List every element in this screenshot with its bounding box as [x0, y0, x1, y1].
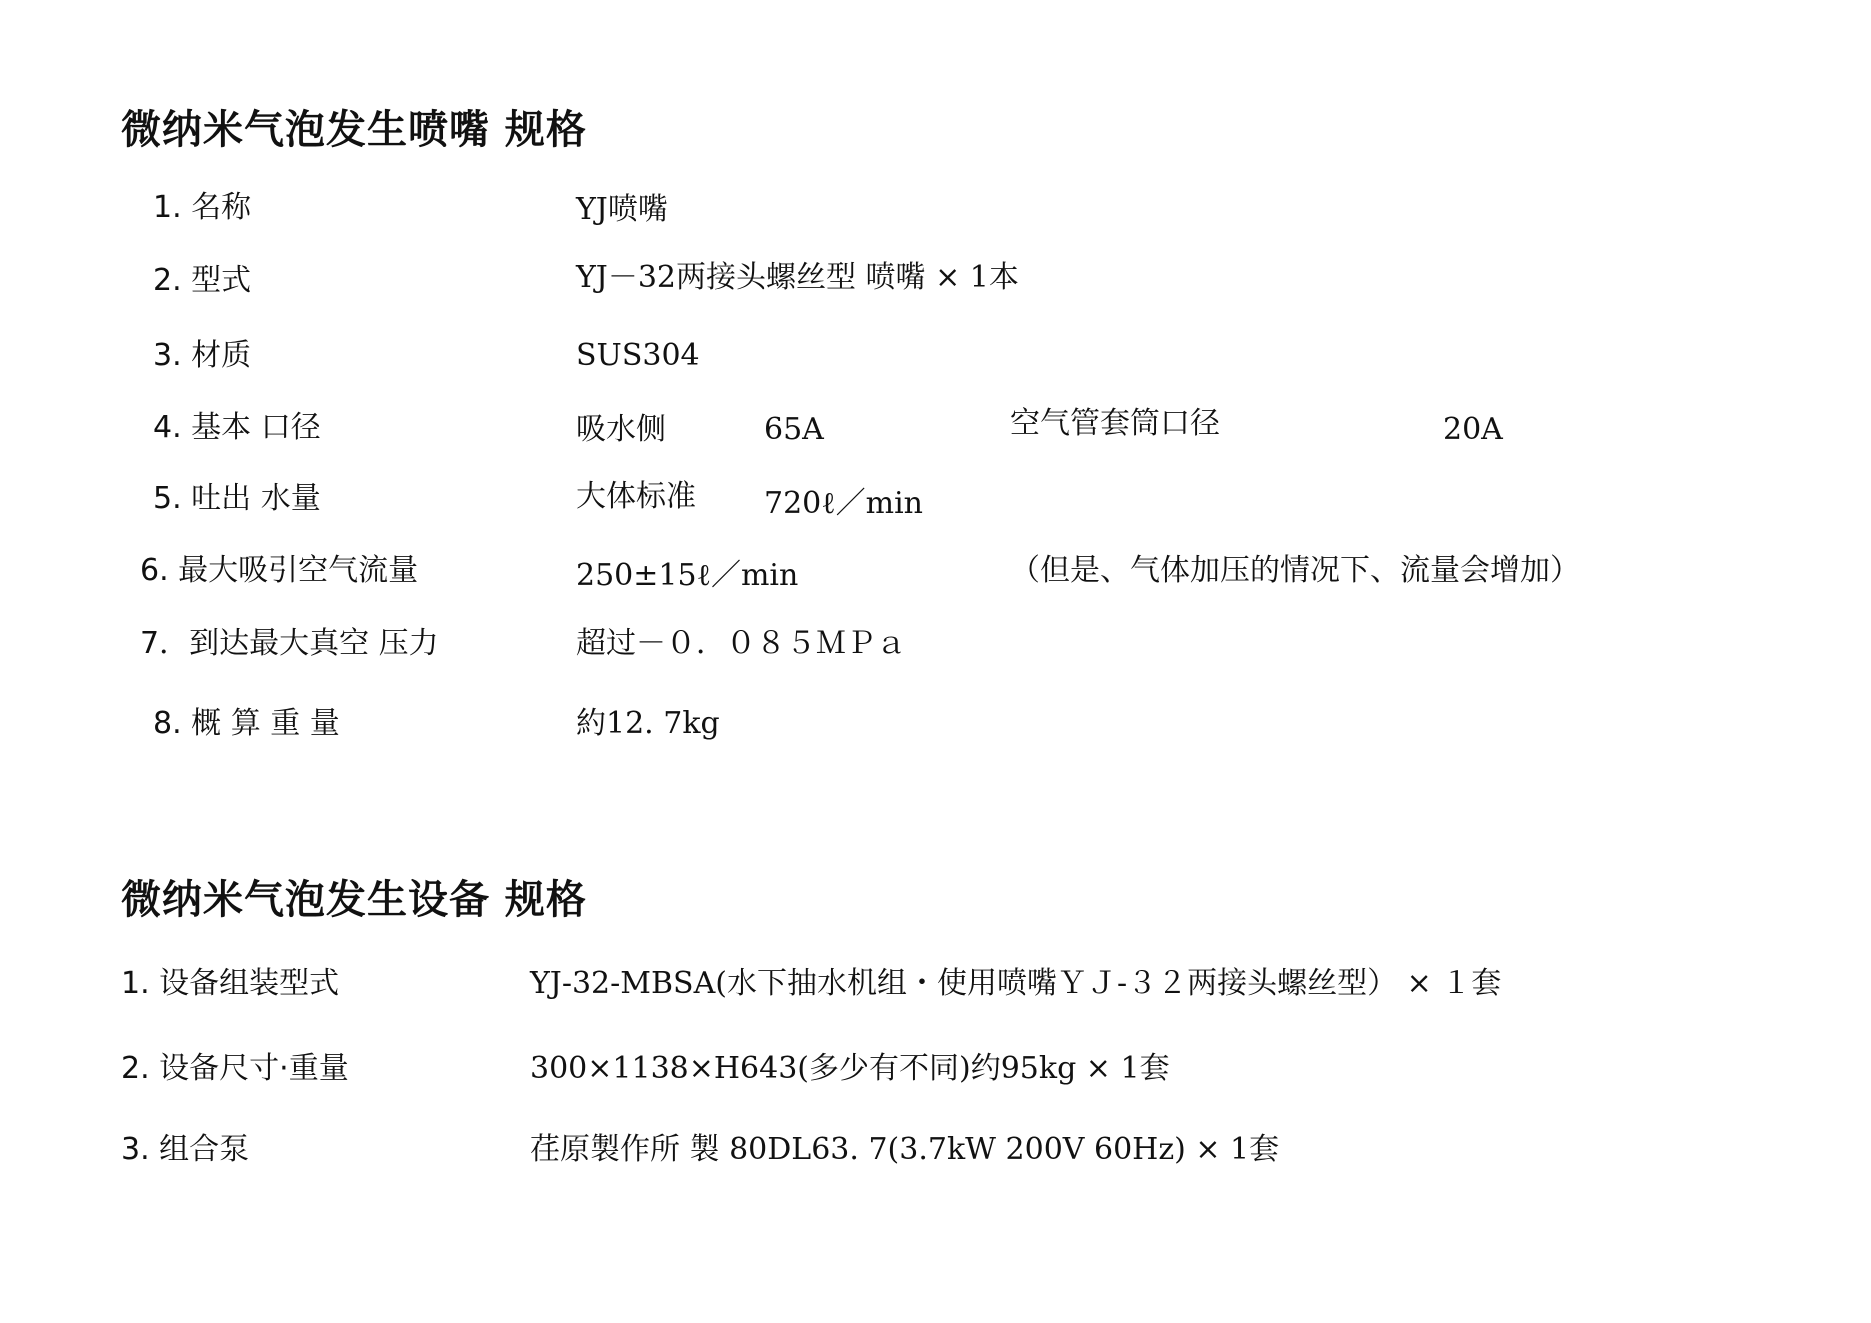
row-weight-label: 8. 概 算 重 量	[153, 706, 340, 741]
equip-assembly-label: 1. 设备组装型式	[121, 966, 340, 1001]
row-diameter-intake: 吸水侧	[576, 412, 666, 447]
row-name-label: 1. 名称	[153, 190, 252, 225]
row-airflow-value: 250±15ℓ／min	[576, 558, 799, 593]
equip-pump-value: 荏原製作所 製 80DL63. 7(3.7kW 200V 60Hz) × 1套	[530, 1132, 1280, 1167]
row-diameter-intake-size: 65A	[764, 412, 824, 447]
row-name-value: YJ喷嘴	[576, 192, 668, 227]
equip-assembly-value: YJ-32-MBSA(水下抽水机组・使用喷嘴ＹＪ-３２两接头螺丝型） × １套	[530, 966, 1502, 1001]
row-type-label: 2. 型式	[153, 263, 252, 298]
equip-pump-label: 3. 组合泵	[121, 1132, 250, 1167]
row-weight-value: 約12. 7kg	[576, 706, 720, 741]
row-airflow-note: （但是、气体加压的情况下、流量会增加）	[1010, 553, 1580, 588]
equipment-spec-title: 微纳米气泡发生设备 规格	[121, 877, 587, 923]
equip-dimensions-value: 300×1138×H643(多少有不同)约95kg × 1套	[530, 1051, 1170, 1086]
row-material-label: 3. 材质	[153, 338, 252, 373]
row-material-value: SUS304	[576, 338, 700, 373]
nozzle-spec-title: 微纳米气泡发生喷嘴 规格	[121, 107, 587, 153]
row-diameter-air-sleeve: 空气管套筒口径	[1010, 406, 1220, 441]
row-vacuum-value: 超过－０．０８５ＭＰａ	[576, 626, 906, 661]
row-diameter-air-size: 20A	[1443, 412, 1503, 447]
row-diameter-label: 4. 基本 口径	[153, 410, 321, 445]
equip-dimensions-label: 2. 设备尺寸·重量	[121, 1051, 349, 1086]
row-discharge-label: 5. 吐出 水量	[153, 481, 321, 516]
row-type-value: YJ－32两接头螺丝型 喷嘴 × 1本	[576, 260, 1019, 295]
row-vacuum-label: 7．到达最大真空 压力	[140, 626, 439, 661]
row-discharge-standard: 大体标准	[576, 479, 696, 514]
row-airflow-label: 6. 最大吸引空气流量	[140, 553, 419, 588]
row-discharge-value: 720ℓ／min	[764, 486, 923, 521]
